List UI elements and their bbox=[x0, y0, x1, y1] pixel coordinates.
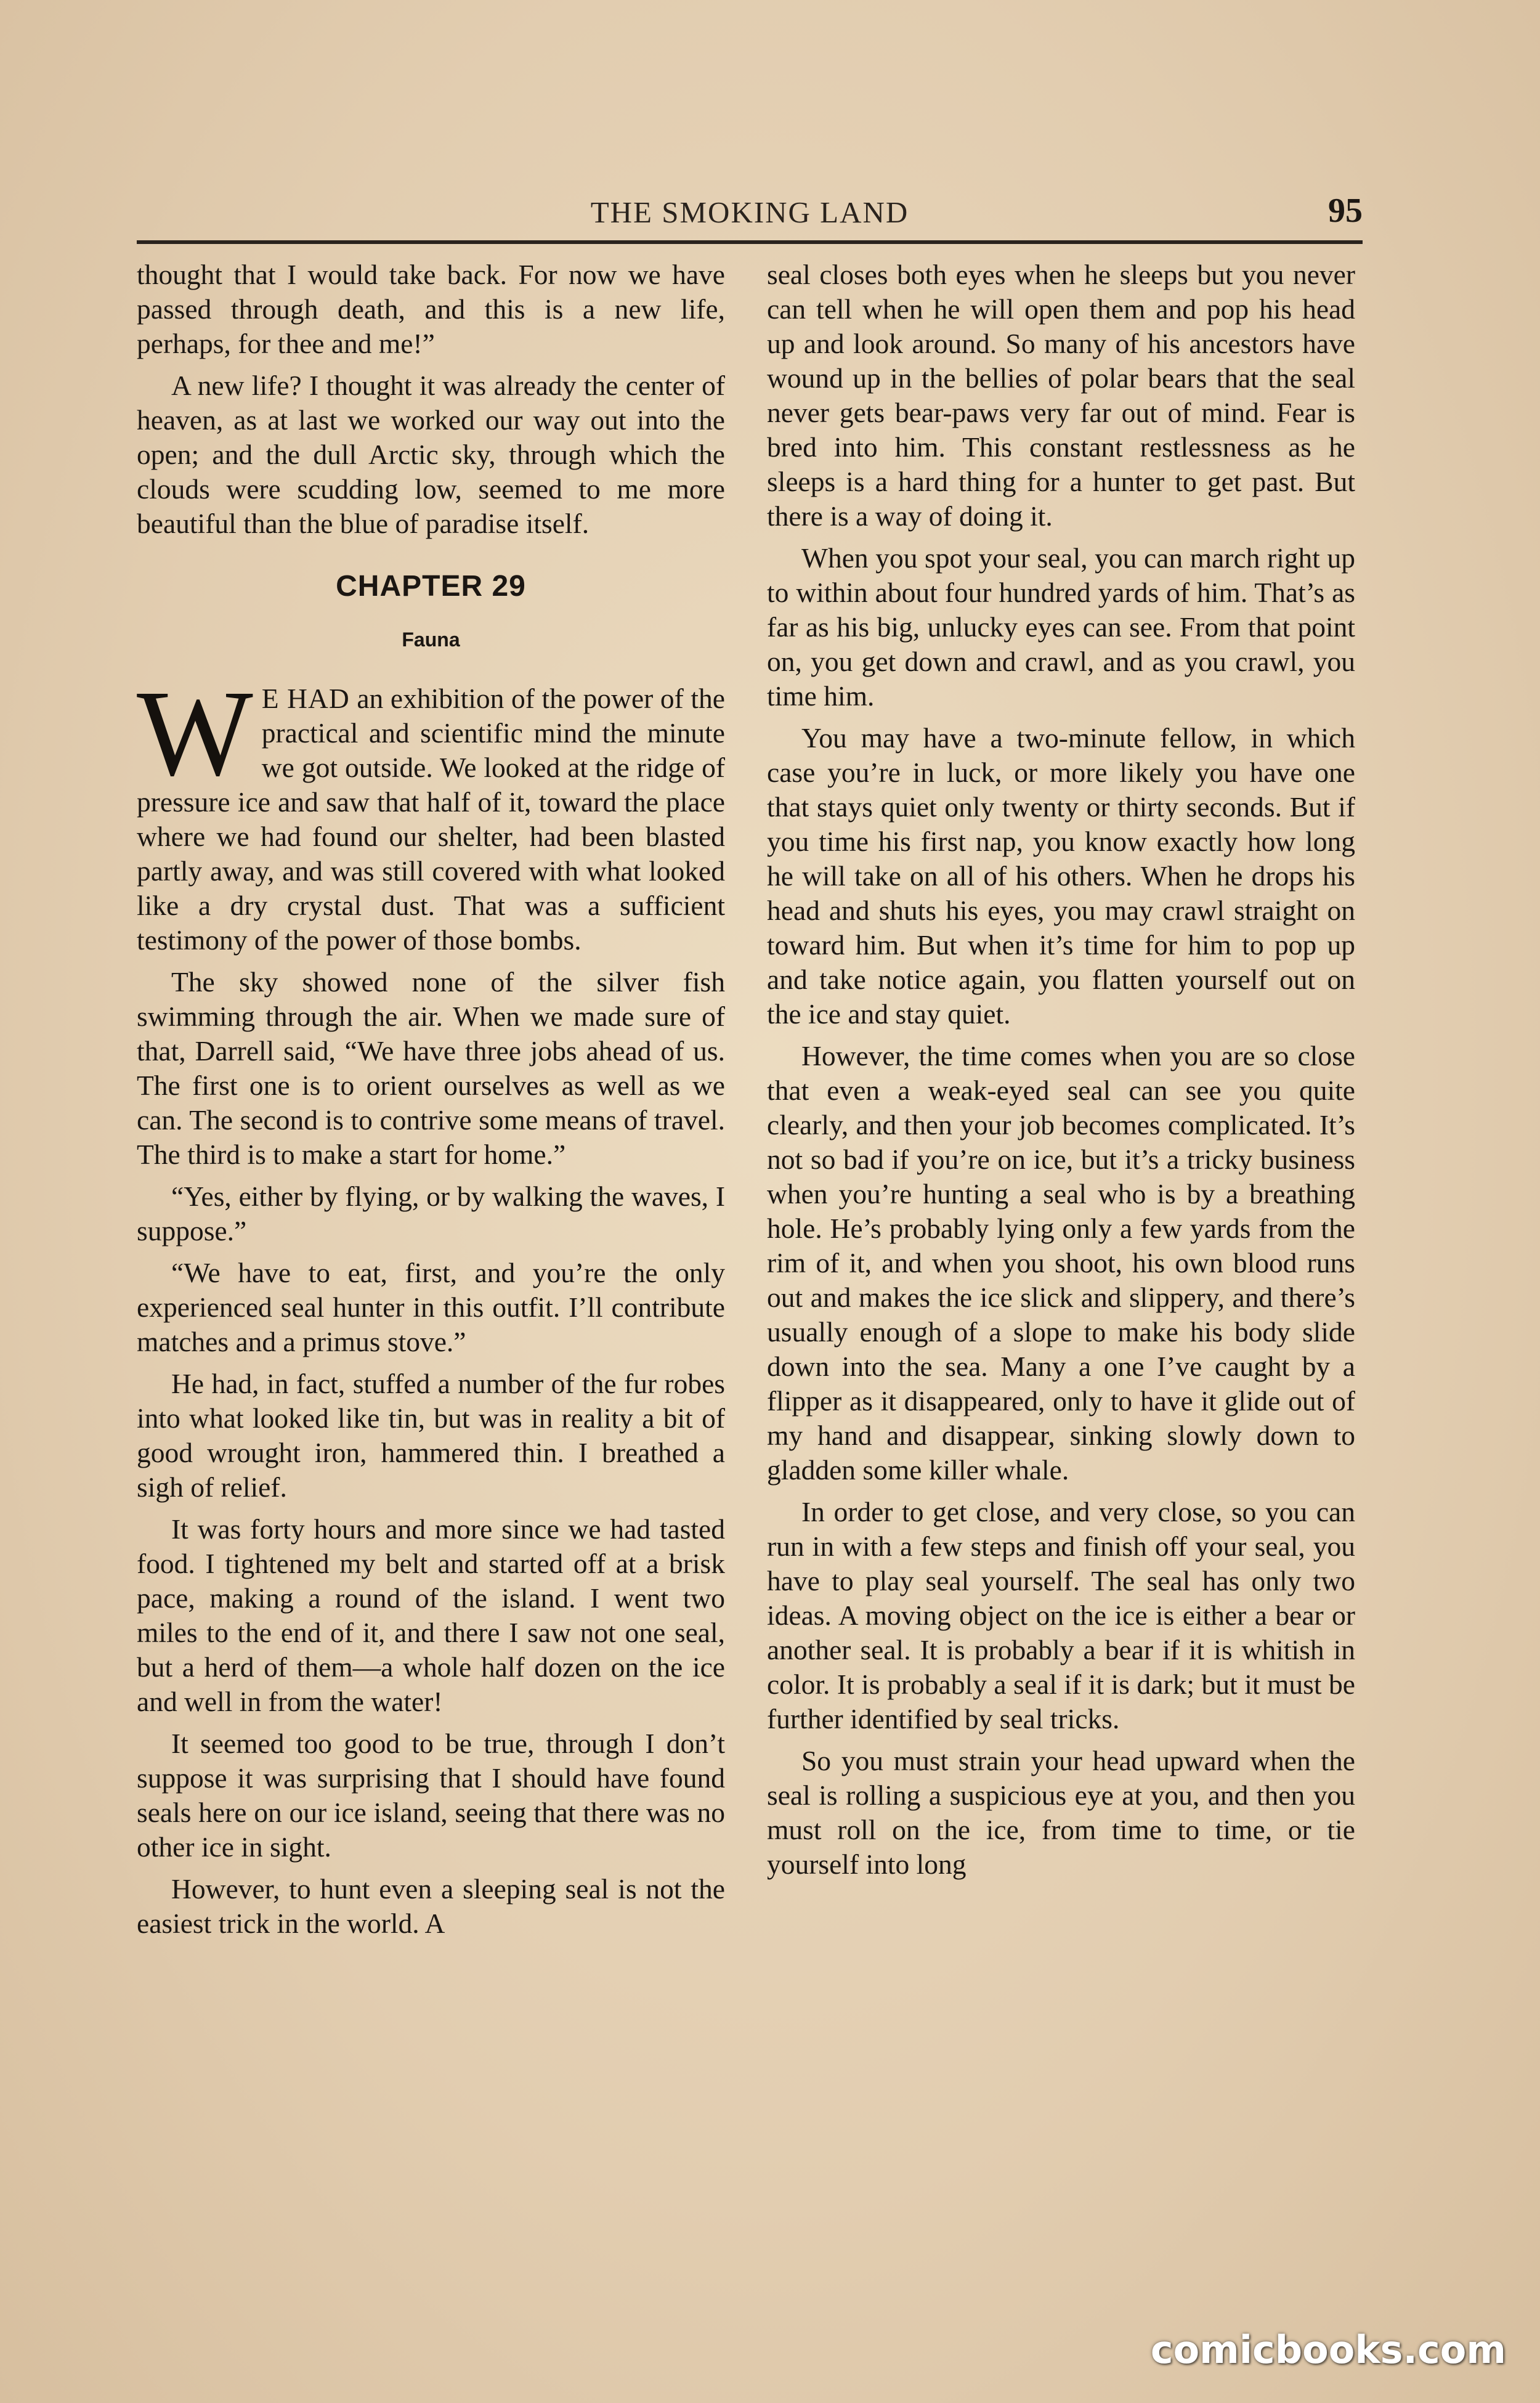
paragraph: In order to get close, and very close, so you can run in with a few steps and finish off your seal, you have to play seal yourself. The seal has only two ideas. A moving object on the ice is either a bear or another seal. It is probably a bear if it is whitish in color. It is probably a seal if it is dark; but it must be further identified by seal tricks. bbox=[767, 1496, 1355, 1734]
header-rule bbox=[137, 240, 1363, 244]
running-header bbox=[137, 189, 1363, 244]
opening-paragraph bbox=[137, 665, 725, 958]
paragraph: It seemed too good to be true, through I don’t suppose it was surprising that I should have found seals here on our ice island, seeing that there was no other ice in sight. bbox=[137, 1728, 725, 1863]
paragraph: The sky showed none of the silver fish swimming through the air. When we made sure of that, Darrell said, “We have three jobs ahead of us. The first one is to orient ourselves as well as we can. The second is to contrive some means of travel. The third is to make a start for home.” bbox=[137, 966, 725, 1170]
left-column bbox=[137, 258, 725, 2235]
paragraph: thought that I would take back. For now we have passed through death, and this is a new life, perhaps, for thee and me!” bbox=[137, 259, 725, 359]
site-watermark: comicbooks.com bbox=[1150, 2327, 1506, 2372]
paragraph: seal closes both eyes when he sleeps but you never can tell when he will open them and pop his head up and look around. So many of his ancestors have wound up in the bellies of polar bears that the seal never gets bear-paws very far out of mind. Fear is bred into him. This constant restlessness as he sleeps is a hard thing for a hunter to get past. But there is a way of doing it. bbox=[767, 259, 1355, 532]
lead-caps: E HAD bbox=[261, 683, 350, 714]
chapter-subtitle: Fauna bbox=[402, 628, 460, 651]
paragraph: You may have a two-minute fellow, in which case you’re in luck, or more likely you have one that stays quiet only twenty or thirty seconds. But if you time his first nap, you know exactly how long he will take on all of his others. When he drops his head and shuts his eyes, you may crawl straight on toward him. But when it’s time for him to pop up and take notice again, you flatten yourself out on the ice and stay quiet. bbox=[767, 722, 1355, 1030]
paragraph: When you spot your seal, you can march right up to within about four hundred yards of him. That’s as far as his big, unlucky eyes can see. From that point on, you get down and crawl, and as you crawl, you time him. bbox=[767, 542, 1355, 712]
paragraph: A new life? I thought it was already the center of heaven, as at last we worked our way out into the open; and the dull Arctic sky, through which the clouds were scudding low, seemed to me more beautiful than the blue of paradise itself. bbox=[137, 370, 725, 539]
paragraph: So you must strain your head upward when the seal is rolling a suspicious eye at you, and then you must roll on the ice, from time to time, or tie yourself into long bbox=[767, 1745, 1355, 1880]
chapter-title: CHAPTER 29 bbox=[336, 570, 526, 603]
paragraph: “Yes, either by flying, or by walking the waves, I suppose.” bbox=[137, 1181, 725, 1246]
paragraph: “We have to eat, first, and you’re the only experienced seal hunter in this outfit. I’ll contribute matches and a primus stove.” bbox=[137, 1257, 725, 1357]
running-title: THE SMOKING LAND bbox=[590, 195, 909, 229]
paragraph: However, the time comes when you are so close that even a weak-eyed seal can see you quite clearly, and then your job becomes complicated. It’s not so bad if you’re on ice, but it’s a tricky business when you’re hunting a seal who is by a breathing hole. He’s probably lying only a few yards from the rim of it, and when you shoot, his own blood runs out and makes the ice slick and slippery, and there’s usually enough of a slope to make his body slide down into the sea. Many a one I’ve caught by a flipper as it disappeared, only to have it glide out of my hand and disappear, sinking slowly down to gladden some killer whale. bbox=[767, 1040, 1355, 1486]
page-number: 95 bbox=[1328, 192, 1363, 230]
right-column bbox=[767, 258, 1355, 2235]
paragraph: He had, in fact, stuffed a number of the fur robes into what looked like tin, but was in reality a bit of good wrought iron, hammered thin. I breathed a sigh of relief. bbox=[137, 1368, 725, 1503]
drop-cap: W bbox=[137, 665, 253, 802]
paragraph: However, to hunt even a sleeping seal is not the easiest trick in the world. A bbox=[137, 1873, 725, 1939]
paragraph-text: an exhibition of the power of the practical and scientific mind the minute we got outside. We looked at the ridge of pressure ice and saw that half of it, toward the place where we had found our shelter, had been blasted partly away, and was still covered with what looked like a dry crystal dust. That was a sufficient testimony of the power of those bombs. bbox=[137, 683, 725, 956]
paragraph: It was forty hours and more since we had tasted food. I tightened my belt and started off at a brisk pace, making a round of the island. I went two miles to the end of it, and there I saw not one seal, but a herd of them—a whole half dozen on the ice and well in from the water! bbox=[137, 1513, 725, 1717]
